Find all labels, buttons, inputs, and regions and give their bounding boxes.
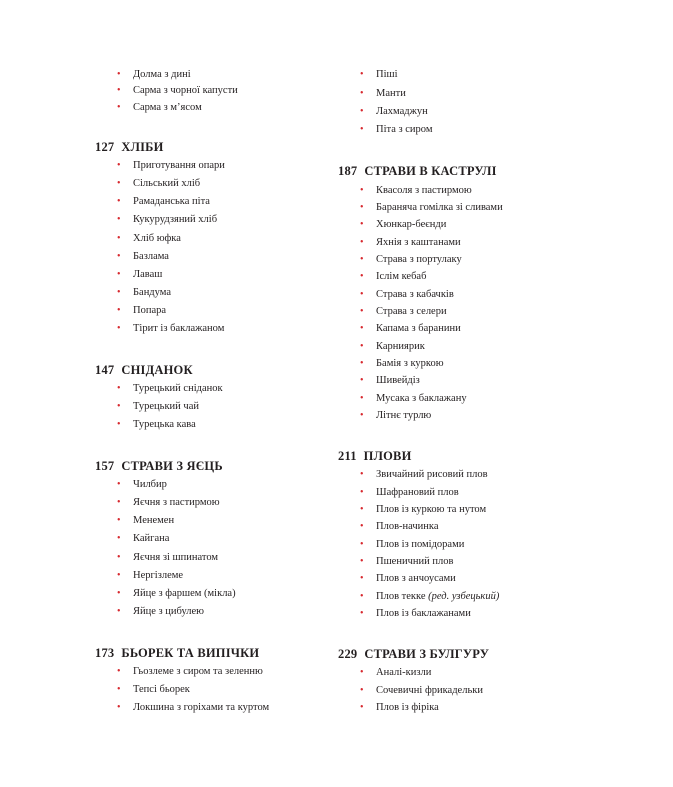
bullet-icon: • [117, 178, 121, 189]
bullet-icon: • [360, 573, 364, 584]
bullet-icon: • [117, 479, 121, 490]
bullet-icon: • [117, 323, 121, 334]
bullet-icon: • [117, 606, 121, 617]
bullet-icon: • [117, 419, 121, 430]
bullet-icon: • [117, 401, 121, 412]
bullet-icon: • [117, 233, 121, 244]
bullet-icon: • [117, 69, 121, 80]
section-heading-bulgur: 229 СТРАВИ З БУЛГУРУ [338, 647, 490, 661]
bullet-icon: • [360, 410, 364, 421]
bullet-icon: • [360, 271, 364, 282]
bullet-icon: • [360, 69, 364, 80]
bullet-icon: • [360, 667, 364, 678]
bullet-icon: • [360, 469, 364, 480]
bullet-icon: • [360, 124, 364, 135]
bullet-icon: • [360, 185, 364, 196]
bullet-icon: • [117, 702, 121, 713]
bullet-icon: • [360, 591, 364, 602]
bullet-icon: • [360, 608, 364, 619]
bullet-icon: • [117, 102, 121, 113]
italic-note: (ред. узбецький) [428, 591, 500, 602]
bullet-icon: • [117, 684, 121, 695]
bullet-icon: • [360, 521, 364, 532]
bullet-icon: • [360, 323, 364, 334]
bullet-icon: • [117, 552, 121, 563]
bullet-icon: • [360, 375, 364, 386]
section-heading-casserole: 187 СТРАВИ В КАСТРУЛІ [338, 164, 497, 178]
bullet-icon: • [117, 515, 121, 526]
bullet-icon: • [117, 383, 121, 394]
bullet-icon: • [360, 702, 364, 713]
bullet-icon: • [360, 487, 364, 498]
bullet-icon: • [117, 196, 121, 207]
bullet-icon: • [117, 251, 121, 262]
bullet-icon: • [360, 685, 364, 696]
bullet-icon: • [360, 88, 364, 99]
bullet-icon: • [117, 305, 121, 316]
bullet-icon: • [117, 570, 121, 581]
bullet-icon: • [360, 254, 364, 265]
section-heading-breakfast: 147 СНІДАНОК [95, 363, 193, 377]
bullet-icon: • [360, 358, 364, 369]
bullet-icon: • [360, 504, 364, 515]
bullet-icon: • [117, 588, 121, 599]
bullet-icon: • [360, 341, 364, 352]
bullet-icon: • [117, 533, 121, 544]
bullet-icon: • [360, 202, 364, 213]
bullet-icon: • [117, 85, 121, 96]
section-heading-borek: 173 БЬОРЕК ТА ВИПІЧКИ [95, 646, 260, 660]
bullet-icon: • [360, 106, 364, 117]
section-heading-eggs: 157 СТРАВИ З ЯЄЦЬ [95, 459, 223, 473]
bullet-icon: • [360, 393, 364, 404]
bullet-icon: • [117, 287, 121, 298]
bullet-icon: • [117, 497, 121, 508]
bullet-icon: • [360, 289, 364, 300]
bullet-icon: • [117, 269, 121, 280]
bullet-icon: • [117, 214, 121, 225]
bullet-icon: • [360, 219, 364, 230]
section-heading-breads: 127 ХЛІБИ [95, 140, 164, 154]
bullet-icon: • [360, 556, 364, 567]
bullet-icon: • [360, 306, 364, 317]
section-heading-pilafs: 211 ПЛОВИ [338, 449, 412, 463]
bullet-icon: • [360, 539, 364, 550]
bullet-icon: • [117, 160, 121, 171]
bullet-icon: • [117, 666, 121, 677]
bullet-icon: • [360, 237, 364, 248]
